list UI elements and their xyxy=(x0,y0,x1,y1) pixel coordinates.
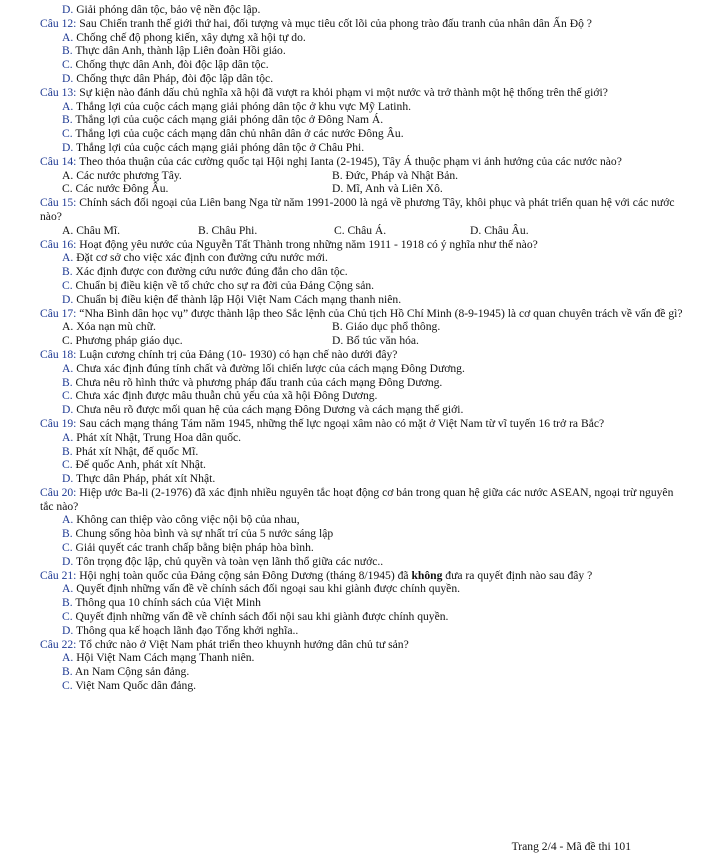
option-d[interactable]: D. Thắng lợi của cuộc cách mạng giải phóng dân tộc ở Châu Phi. xyxy=(62,140,365,154)
option-c[interactable]: C. Quyết định những vấn đề về chính sách đối nội sau khi giành được chính quyền. xyxy=(62,610,449,624)
option-d[interactable]: D. Mĩ, Anh và Liên Xô. xyxy=(332,182,443,196)
option-b[interactable]: B. Giáo dục phổ thông. xyxy=(332,320,441,334)
option-a[interactable]: A. Các nước phương Tây. xyxy=(62,168,182,182)
question-number: Câu 14: xyxy=(40,154,77,168)
option-b[interactable]: B. Thắng lợi của cuộc cách mạng giải phóng dân tộc ở Đông Nam Á. xyxy=(62,113,384,127)
option-b[interactable]: B. Chung sống hòa bình và sự nhất trí của 5 nước sáng lập xyxy=(62,527,334,541)
option-b[interactable]: B. Đức, Pháp và Nhật Bản. xyxy=(332,168,459,182)
option-a[interactable]: A. Đặt cơ sở cho việc xác định con đường cứu nước mới. xyxy=(62,251,328,265)
option-a[interactable]: A. Xóa nạn mù chữ. xyxy=(62,320,156,334)
option-c[interactable]: C. Châu Á. xyxy=(334,223,387,237)
option-c[interactable]: C. Phương pháp giáo dục. xyxy=(62,334,183,348)
option-b[interactable]: B. Thực dân Anh, thành lập Liên đoàn Hồi giáo. xyxy=(62,44,286,58)
question-18 xyxy=(40,348,689,417)
question-17 xyxy=(40,307,689,348)
page-footer: Trang 2/4 - Mã đề thi 101 xyxy=(511,840,631,854)
question-text: Hội nghị toàn quốc của Đảng cộng sản Đông Dương (tháng 8/1945) đã không đưa ra quyết định nào sau đây ? xyxy=(79,568,593,582)
question-text: Sự kiện nào đánh dấu chủ nghĩa xã hội đã vượt ra khỏi phạm vi một nước và trở thành một hệ thống trên thế giới? xyxy=(79,85,608,99)
question-12 xyxy=(40,17,689,86)
option-d[interactable]: D. Tôn trọng độc lập, chủ quyền và toàn vẹn lãnh thổ giữa các nước.. xyxy=(62,554,384,568)
option-c[interactable]: C. Chuẩn bị điều kiện về tổ chức cho sự ra đời của Đảng Cộng sản. xyxy=(62,278,375,292)
option-d[interactable]: D. Châu Âu. xyxy=(470,223,529,237)
option-c[interactable]: C. Chống thực dân Anh, đòi độc lập dân tộc. xyxy=(62,58,269,72)
question-text: Sau Chiến tranh thế giới thứ hai, đối tượng và mục tiêu cốt lõi của phong trào đấu tranh của nhân dân Ấn Độ ? xyxy=(79,16,592,30)
question-15 xyxy=(40,196,689,237)
option-d[interactable]: D. Chuẩn bị điều kiện để thành lập Hội Việt Nam Cách mạng thanh niên. xyxy=(62,292,402,306)
question-number: Câu 15: xyxy=(40,196,77,210)
question-number: Câu 18: xyxy=(40,347,77,361)
option-c[interactable]: C. Thắng lợi của cuộc cách mạng dân chủ nhân dân ở các nước Đông Âu. xyxy=(62,127,404,141)
option-d[interactable]: D. Bổ túc văn hóa. xyxy=(332,334,419,348)
option-b[interactable]: B. Phát xít Nhật, đế quốc Mĩ. xyxy=(62,444,199,458)
emphasis-khong: không xyxy=(411,568,443,582)
question-text: Sau cách mạng tháng Tám năm 1945, những thế lực ngoại xâm nào có mặt ở Việt Nam từ vĩ tuyến 16 trở ra Bắc? xyxy=(79,416,605,430)
option-c[interactable]: C. Chưa xác định được mâu thuẫn chủ yếu của xã hội Đông Dương. xyxy=(62,389,378,403)
question-text: Chính sách đối ngoại của Liên bang Nga từ năm 1991-2000 là ngả về phương Tây, khôi phục và phát triển quan hệ với các nước nào? xyxy=(40,196,675,223)
question-text: Theo thỏa thuận của các cường quốc tại Hội nghị Ianta (2-1945), Tây Á thuộc phạm vi ảnh hưởng của các nước nào? xyxy=(79,154,622,168)
option-a[interactable]: A. Chưa xác định đúng tính chất và đường lối chiến lược của cách mạng Đông Dương. xyxy=(62,361,465,375)
question-text: Hoạt động yêu nước của Nguyễn Tất Thành trong những năm 1911 - 1918 có ý nghĩa như thế nào? xyxy=(79,237,538,251)
question-number: Câu 17: xyxy=(40,306,77,320)
question-16 xyxy=(40,238,689,307)
option-a[interactable]: A. Chống chế độ phong kiến, xây dựng xã hội tự do. xyxy=(62,30,306,44)
question-number: Câu 21: xyxy=(40,568,77,582)
question-text: Hiệp ước Ba-li (2-1976) đã xác định nhiều nguyên tắc hoạt động cơ bản trong quan hệ giữa các nước ASEAN, ngoại trừ nguyên tắc nào? xyxy=(40,485,674,513)
option-c[interactable]: C. Giải quyết các tranh chấp bằng biện pháp hòa bình. xyxy=(62,541,314,555)
option-d[interactable]: D. Thông qua kế hoạch lãnh đạo Tổng khởi nghĩa.. xyxy=(62,623,299,637)
question-number: Câu 20: xyxy=(40,485,77,499)
option-b[interactable]: B. Châu Phi. xyxy=(198,223,258,237)
option-a[interactable]: A. Phát xít Nhật, Trung Hoa dân quốc. xyxy=(62,430,242,444)
option-b[interactable]: B. Chưa nêu rõ hình thức và phương pháp đấu tranh của cách mạng Đông Dương. xyxy=(62,375,443,389)
option-a[interactable]: A. Thắng lợi của cuộc cách mạng giải phóng dân tộc ở khu vực Mỹ Latinh. xyxy=(62,99,412,113)
option-a[interactable]: A. Không can thiệp vào công việc nội bộ của nhau, xyxy=(62,513,300,527)
question-number: Câu 19: xyxy=(40,416,77,430)
option-c[interactable]: C. Đế quốc Anh, phát xít Nhật. xyxy=(62,458,206,472)
option-a[interactable]: A. Châu Mĩ. xyxy=(62,223,120,237)
option-b[interactable]: B. An Nam Cộng sản đảng. xyxy=(62,665,190,679)
question-number: Câu 12: xyxy=(40,16,77,30)
option-b[interactable]: B. Thông qua 10 chính sách của Việt Minh xyxy=(62,596,261,610)
question-22 xyxy=(40,638,689,693)
option-d-q11: D. Giải phóng dân tộc, bảo vệ nền độc lập. xyxy=(62,3,261,16)
question-14 xyxy=(40,155,689,196)
option-c[interactable]: C. Các nước Đông Âu. xyxy=(62,182,169,196)
question-20 xyxy=(40,486,689,569)
option-d[interactable]: D. Chưa nêu rõ được mối quan hệ của cách mạng Đông Dương và cách mạng thế giới. xyxy=(62,403,464,417)
question-text: “Nha Bình dân học vụ” được thành lập theo Sắc lệnh của Chủ tịch Hồ Chí Minh (8-9-1945) là cơ quan chuyên trách về vấn đề gì? xyxy=(79,306,683,320)
question-text: Tổ chức nào ở Việt Nam phát triển theo khuynh hướng dân chủ tư sản? xyxy=(79,637,409,651)
question-13 xyxy=(40,86,689,155)
option-d[interactable]: D. Thực dân Pháp, phát xít Nhật. xyxy=(62,472,216,486)
question-21 xyxy=(40,569,689,638)
option-d[interactable]: D. Chống thực dân Pháp, đòi độc lập dân tộc. xyxy=(62,71,274,85)
question-text: Luận cương chính trị của Đảng (10- 1930) có hạn chế nào dưới đây? xyxy=(79,347,398,361)
option-a[interactable]: A. Quyết định những vấn đề về chính sách đối ngoại sau khi giành được chính quyền. xyxy=(62,582,461,596)
question-number: Câu 22: xyxy=(40,637,77,651)
question-number: Câu 13: xyxy=(40,85,77,99)
question-number: Câu 16: xyxy=(40,237,77,251)
question-19 xyxy=(40,417,689,486)
option-c[interactable]: C. Việt Nam Quốc dân đảng. xyxy=(62,679,197,693)
option-a[interactable]: A. Hội Việt Nam Cách mạng Thanh niên. xyxy=(62,651,255,665)
option-b[interactable]: B. Xác định được con đường cứu nước đúng đắn cho dân tộc. xyxy=(62,265,348,279)
